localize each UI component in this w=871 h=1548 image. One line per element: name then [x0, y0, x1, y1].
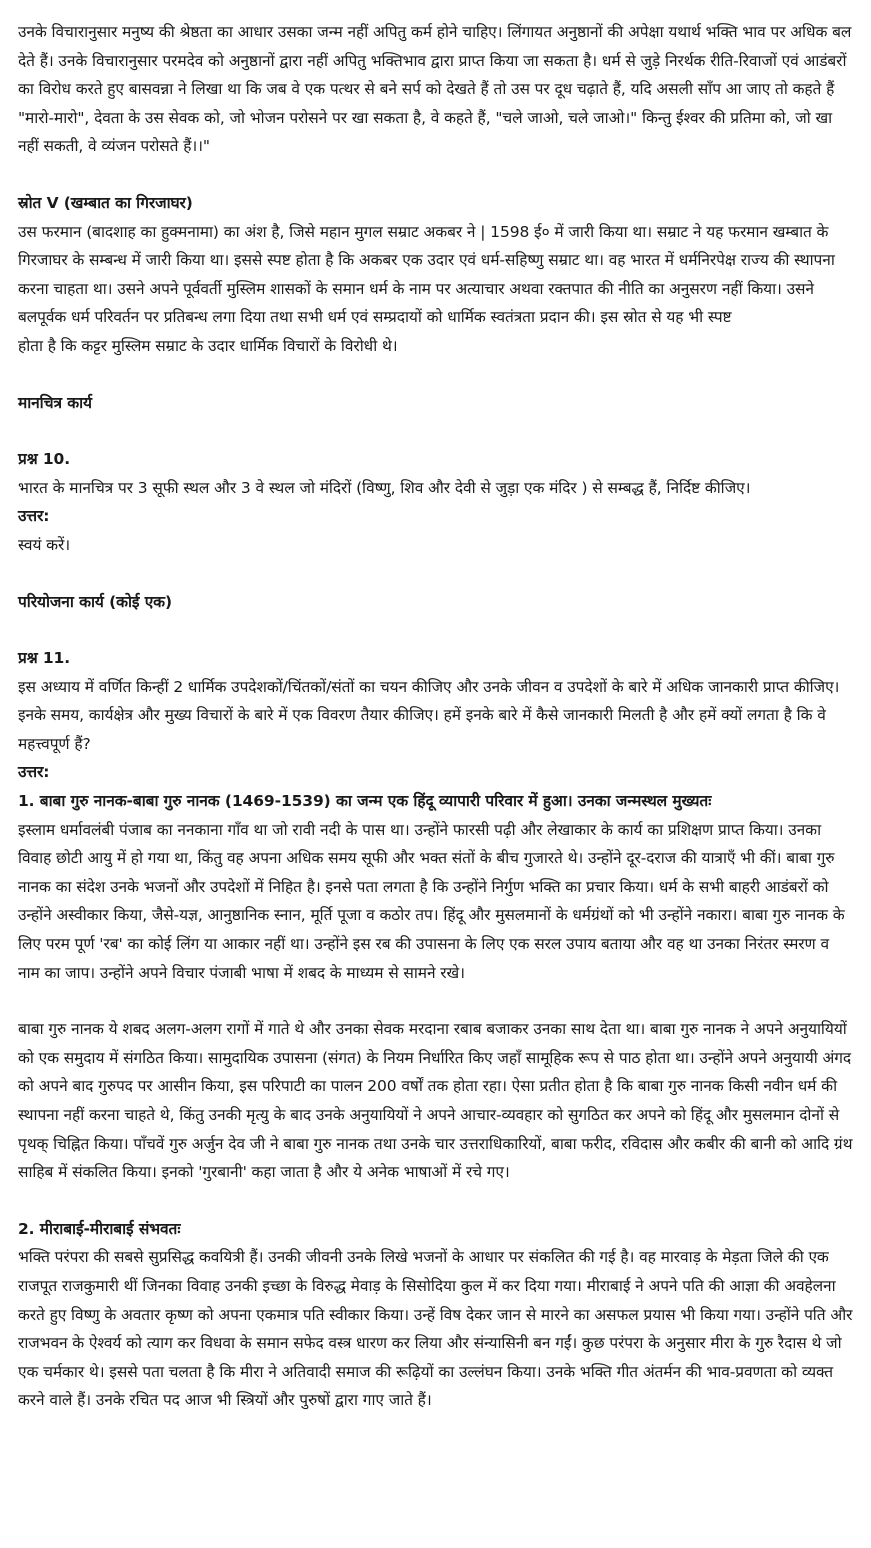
map-work-heading: मानचित्र कार्य: [18, 393, 92, 412]
project-work-heading: परियोजना कार्य (कोई एक): [18, 592, 172, 611]
source5-heading: स्रोत V (खम्बात का गिरजाघर): [18, 193, 193, 212]
q10-label: प्रश्न 10.: [18, 450, 71, 469]
source5-body-continued: होता है कि कट्टर मुस्लिम सम्राट के उदार धार्मिक विचारों के विरोधी थे।: [18, 336, 398, 355]
spacer: [18, 417, 853, 445]
spacer: [18, 161, 853, 189]
source5-body: उस फरमान (बादशाह का हुक्मनामा) का अंश है, जिसे महान मुगल सम्राट अकबर ने | 1598 ई० में जारी किया था। सम्राट ने यह फरमान खम्बात के गिरजाघर के सम्बन्ध में जारी किया था। इससे स्पष्ट होता है कि अकबर एक उदार एवं धर्म-सहिष्णु सम्राट था। वह भारत में धर्मनिरपेक्ष राज्य की स्थापना करना चाहता था। उसने अपने पूर्ववर्ती मुस्लिम शासकों के समान धर्म के नाम पर अत्याचार अथवा रक्तपात की नीति का अनुसरण नहीं किया। उसने बलपूर्वक धर्म परिवर्तन पर प्रतिबन्ध लगा दिया तथा सभी धर्म एवं सम्प्रदायों को धार्मिक स्वतंत्रता प्रदान की। इस स्रोत से यह भी स्पष्ट: [18, 222, 835, 327]
q11-label: प्रश्न 11.: [18, 649, 71, 668]
meera-heading: 2. मीराबाई-मीराबाई संभवतः: [18, 1219, 181, 1238]
q10-answer: स्वयं करें।: [18, 535, 70, 554]
nanak-paragraph-2: बाबा गुरु नानक ये शबद अलग-अलग रागों में गाते थे और उनका सेवक मरदाना रबाब बजाकर उनका साथ देता था। बाबा गुरु नानक ने अपने अनुयायियों को एक समुदाय में संगठित किया। सामुदायिक उपासना (संगत) के नियम निर्धारित किए जहाँ सामूहिक रूप से पाठ होता था। उन्होंने अपने अनुयायी अंगद को अपने बाद गुरुपद पर आसीन किया, इस परिपाटी का पालन 200 वर्षों तक होता रहा। ऐसा प्रतीत होता है कि बाबा गुरु नानक किसी नवीन धर्म की स्थापना नहीं करना चाहते थे, किंतु उनकी मृत्यु के बाद उनके अनुयायियों ने अपने आचार-व्यवहार को सुगठित कर अपने को हिंदू और मुसलमान दोनों से पृथक् चिह्नित किया। पाँचवें गुरु अर्जुन देव जी ने बाबा गुरु नानक तथा उनके चार उत्तराधिकारियों, बाबा फरीद, रविदास और कबीर की बानी को आदि ग्रंथ साहिब में संकलित किया। इनको 'गुरबानी' कहा जाता है और ये अनेक भाषाओं में रचे गए।: [18, 1020, 853, 1182]
spacer: [18, 987, 853, 1015]
q11-answer-label: उत्तर:: [18, 763, 50, 782]
q10-answer-label: उत्तर:: [18, 507, 50, 526]
spacer: [18, 616, 853, 644]
nanak-paragraph-1: इस्लाम धर्मावलंबी पंजाब का ननकाना गाँव था जो रावी नदी के पास था। उन्होंने फारसी पढ़ी और लेखाकार के कार्य का प्रशिक्षण प्राप्त किया। उनका विवाह छोटी आयु में हो गया था, किंतु वह अपना अधिक समय सूफी और भक्त संतों के बीच गुजारते थे। उन्होंने दूर-दराज की यात्राएँ भी कीं। बाबा गुरु नानक का संदेश उनके भजनों और उपदेशों में निहित है। इनसे पता लगता है कि उन्होंने निर्गुण भक्ति का प्रचार किया। धर्म के सभी बाहरी आडंबरों को उन्होंने अस्वीकार किया, जैसे-यज्ञ, आनुष्ठानिक स्नान, मूर्ति पूजा व कठोर तप। हिंदू और मुसलमानों के धर्मग्रंथों को भी उन्होंने नकारा। बाबा गुरु नानक के लिए परम पूर्ण 'रब' का कोई लिंग या आकार नहीं था। उन्होंने इस रब की उपासना के लिए एक सरल उपाय बताया और वह था उनका निरंतर स्मरण व नाम का जाप। उन्होंने अपने विचार पंजाबी भाषा में शबद के माध्यम से सामने रखे।: [18, 820, 845, 982]
nanak-heading: 1. बाबा गुरु नानक-बाबा गुरु नानक (1469-1539) का जन्म एक हिंदू व्यापारी परिवार में हुआ। उनका जन्मस्थल मुख्यतः: [18, 792, 712, 811]
spacer: [18, 361, 853, 389]
spacer: [18, 560, 853, 588]
q10-question: भारत के मानचित्र पर 3 सूफी स्थल और 3 वे स्थल जो मंदिरों (विष्णु, शिव और देवी से जुड़ा एक मंदिर ) से सम्बद्ध हैं, निर्दिष्ट कीजिए।: [18, 478, 751, 497]
meera-paragraph-1: भक्ति परंपरा की सबसे सुप्रसिद्ध कवयित्री हैं। उनकी जीवनी उनके लिखे भजनों के आधार पर संकलित की गई है। वह मारवाड़ के मेड़ता जिले की एक राजपूत राजकुमारी थीं जिनका विवाह उनकी इच्छा के विरुद्ध मेवाड़ के सिसोदिया कुल में कर दिया गया। मीराबाई ने अपने पति की आज्ञा की अवहेलना करते हुए विष्णु के अवतार कृष्ण को अपना एकमात्र पति स्वीकार किया। उन्हें विष देकर जान से मारने का असफल प्रयास भी किया गया। उन्होंने पति और राजभवन के ऐश्वर्य को त्याग कर विधवा के समान सफेद वस्त्र धारण कर लिया और संन्यासिनी बन गईं। कुछ परंपरा के अनुसार मीरा के गुरु रैदास थे जो एक चर्मकार थे। इससे पता चलता है कि मीरा ने अतिवादी समाज की रूढ़ियों का उल्लंघन किया। उनके भक्ति गीत अंतर्मन की भाव-प्रवणता को व्यक्त करने वाले हैं। उनके रचित पद आज भी स्त्रियों और पुरुषों द्वारा गाए जाते हैं।: [18, 1248, 853, 1410]
intro-paragraph: उनके विचारानुसार मनुष्य की श्रेष्ठता का आधार उसका जन्म नहीं अपितु कर्म होने चाहिए। लिंगायत अनुष्ठानों की अपेक्षा यथार्थ भक्ति भाव पर अधिक बल देते हैं। उनके विचारानुसार परमदेव को अनुष्ठानों द्वारा नहीं अपितु भक्तिभाव द्वारा प्राप्त किया जा सकता है। धर्म से जुड़े निरर्थक रीति-रिवाजों एवं आडंबरों का विरोध करते हुए बासवन्ना ने लिखा था कि जब वे एक पत्थर से बने सर्प को देखते हैं तो उस पर दूध चढ़ाते हैं, यदि असली साँप आ जाए तो कहते हैं "मारो-मारो", देवता के उस सेवक को, जो भोजन परोसने पर खा सकता है, वे कहते हैं, "चले जाओ, चले जाओ।" किन्तु ईश्वर की प्रतिमा को, जो खा नहीं सकती, वे व्यंजन परोसते हैं।।": [18, 23, 852, 156]
spacer: [18, 1187, 853, 1215]
q11-question: इस अध्याय में वर्णित किन्हीं 2 धार्मिक उपदेशकों/चिंतकों/संतों का चयन कीजिए और उनके जीवन व उपदेशों के बारे में अधिक जानकारी प्राप्त कीजिए। इनके समय, कार्यक्षेत्र और मुख्य विचारों के बारे में एक विवरण तैयार कीजिए। हमें इनके बारे में कैसे जानकारी मिलती है और हमें क्यों लगता है कि वे महत्त्वपूर्ण हैं?: [18, 677, 840, 753]
